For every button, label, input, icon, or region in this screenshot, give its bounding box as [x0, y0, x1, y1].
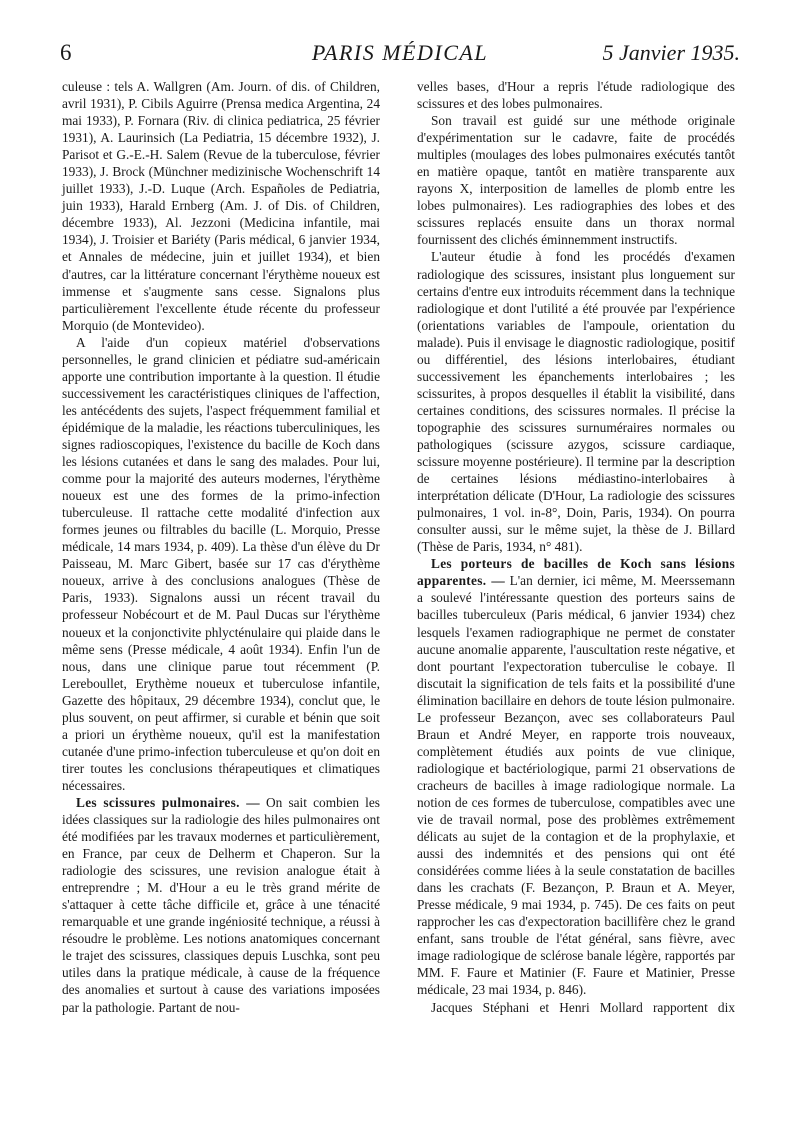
- page-header: [60, 36, 740, 76]
- section-heading: Les porteurs de bacilles de Koch sans lésions apparentes. —: [417, 556, 735, 589]
- issue-date: 5 Janvier 1935.: [602, 40, 740, 65]
- paragraph: Jacques Stéphani et Henri Mollard rapportent dix: [431, 999, 735, 1015]
- paragraph: Son travail est guidé sur une méthode originale d'expérimentation sur le cadavre, faite de procédés multiples (moulages des lobes pulmonaires exécutés tantôt en matière opaque, tantôt en matière transparente aux rayons X, interposition de lamelles de plomb entre les lobes pulmonaires). Les radiographies des lobes et des scissures replacés ensuite dans un thorax normal fournissent des clichés éminnemment instructifs.: [417, 113, 735, 248]
- left-column: [62, 78, 380, 1016]
- paragraph: A l'aide d'un copieux matériel d'observations personnelles, le grand clinicien et pédiatre sud-américain apporte une contribution importante à la question. Il étudie successivement les caractéristiques cliniques de l'affection, les antécédents des sujets, l'aspect fréquemment familial et épidémique de la maladie, les réactions tuberculiniques, les signes radioscopiques, l'existence du bacille de Koch dans les lésions cutanées et dans le sang des malades. Pour lui, comme pour la majorité des auteurs modernes, l'érythème noueux est une des formes de la primo-infection tuberculeuse. Il rattache cette modalité d'infection aux formes jeunes ou filtrables du bacille (L. Morquio, Presse médicale, 14 mars 1934, p. 409). La thèse d'un élève du Dr Paisseau, M. Marc Gibert, basée sur 17 cas d'érythème noueux, arrive à des conclusions analogues (Thèse de Paris, 1933). Signalons aussi un récent travail du professeur Nobécourt et de M. Paul Ducas sur l'érythème noueux et la conjonctivite phlycténulaire qui plaide dans le même sens (Presse médicale, 4 août 1934). Enfin l'un de nous, dans une clinique parue tout récemment (P. Lereboullet, Erythème noueux et tuberculose infantile, Gazette des hôpitaux, 29 décembre 1934), conclut que, le plus souvent, on peut affirmer, si curable et bénin que soit a priori un érythème noueux, qu'il est la manifestation cutanée d'une primo-infection tuberculeuse et qu'on doit en tirer toutes les conclusions thérapeutiques et climatiques nécessaires.: [62, 334, 380, 793]
- right-column: [417, 78, 735, 1016]
- paragraph-text: L'an dernier, ici même, M. Meerssemann a soulevé l'intéressante question des porteurs sains de bacilles tuberculeux (Paris médical, 6 janvier 1934) chez lesquels l'examen radiographique ne permet de constater aucune anomalie apparente, l'auscultation reste négative, et dont pourtant l'expectoration tuberculise le cobaye. Il discutait la signification de tels faits et la possibilité d'une élimination bacillaire en dehors de toute lésion pulmonaire. Le professeur Bezançon, avec ses collaborateurs Paul Braun et André Meyer, en rapporte trois nouveaux, complètement étudiés aux points de vue clinique, radiologique et bactériologique, parmi 21 observations de cracheurs de bacilles à image radiologique normale. La notion de ces formes de tuberculose, compatibles avec une vie de travail normal, pose des problèmes extrêmement délicats au sujet de la contagion et de la prophylaxie, et aussi des indemnités et des pensions qui ont été considérées comme liées à la seule constatation de bacilles dans les crachats (F. Bezançon, P. Braun et A. Meyer, Presse médicale, 9 mai 1934, p. 745). De ces faits on peut rapprocher les cas d'expectoration bacillifère chez le grand enfant, sans trouble de l'état général, sans fièvre, avec image radiologique de sclérose banale légère, rapportés par MM. F. Faure et Matinier (F. Faure et Matinier, Presse médicale, 23 mai 1934, p. 846).: [417, 573, 735, 998]
- paragraph-text: On sait combien les idées classiques sur la radiologie des hiles pulmonaires ont été modifiées par les travaux modernes et particulièrement, en France, par ceux de Delherm et Chaperon. Sur la radiologie des scissures, une revision analogue était à entreprendre ; M. d'Hour a eu le très grand mérite de s'attaquer à cette tâche difficile et, grâce à une ténacité remarquable et une grande ingéniosité technique, a réussi à résoudre le problème. Les notions anatomiques concernant le trajet des scissures, classiques depuis Luschka, sont peu utiles dans la pratique médicale, à cause de la fréquence des anomalies et surtout à cause des variations imposées par la pathologie. Partant de nou-: [62, 794, 381, 1015]
- journal-title: PARIS MÉDICAL: [311, 40, 489, 65]
- paragraph: [62, 794, 380, 1016]
- page-number: 6: [60, 40, 72, 65]
- paragraph: culeuse : tels A. Wallgren (Am. Journ. of dis. of Children, avril 1931), P. Cibils Aguirre (Prensa medica Argentina, 24 mai 1933), P. Fornara (Riv. di clinica pediatrica, 25 février 1931), A. Laurinsich (La Pediatria, 15 décembre 1932), J. Parisot et G.-E.-H. Salem (Revue de la tuberculose, février 1933), J. Brock (Münchner medizinische Wochenschrift 14 juillet 1933), J.-D. Luque (Arch. Españoles de Pediatria, juin 1933), Harald Ernberg (Am. J. of Dis. of Children, décembre 1933), Al. Jezzoni (Medicina infantile, mai 1934), J. Troisier et Bariéty (Paris médical, 6 janvier 1934, et Annales de médecine, juin et juillet 1934), et bien d'autres, car la littérature concernant l'érythème noueux est immense et s'augmente sans cesse. Signalons plus particulièrement l'excellente étude récente du professeur Morquio (de Montevideo).: [62, 79, 380, 333]
- paragraph: velles bases, d'Hour a repris l'étude radiologique des scissures et des lobes pulmonaires.: [417, 79, 735, 112]
- section-heading: Les scissures pulmonaires. —: [76, 794, 260, 810]
- paragraph: [417, 555, 735, 998]
- paragraph: L'auteur étudie à fond les procédés d'examen radiologique des scissures, insistant plus longuement sur certains d'entre eux introduits récemment dans la technique radiologique et dont l'utilité a été prouvée par l'expérience (orientations variables de l'ampoule, orientation du malade). Puis il envisage le diagnostic radiologique, positif ou différentiel, des lésions interlobaires, étudiant successivement les épanchements interlobaires ; les scissurites, à propos desquelles il établit la visibilité, dans certaines conditions, des scissures normales. Il précise la topographie des scissures surnuméraires normales ou pathologiques (scissure azygos, scissure cardiaque, scissure moyenne postérieure). Il termine par la description de certaines lésions médiastino-interlobaires à interprétation délicate (D'Hour, La radiologie des scissures pulmonaires, 1 vol. in-8°, Doin, Paris, 1934). On pourra consulter aussi, sur le même sujet, la thèse de J. Billard (Thèse de Paris, 1934, n° 481).: [417, 249, 735, 555]
